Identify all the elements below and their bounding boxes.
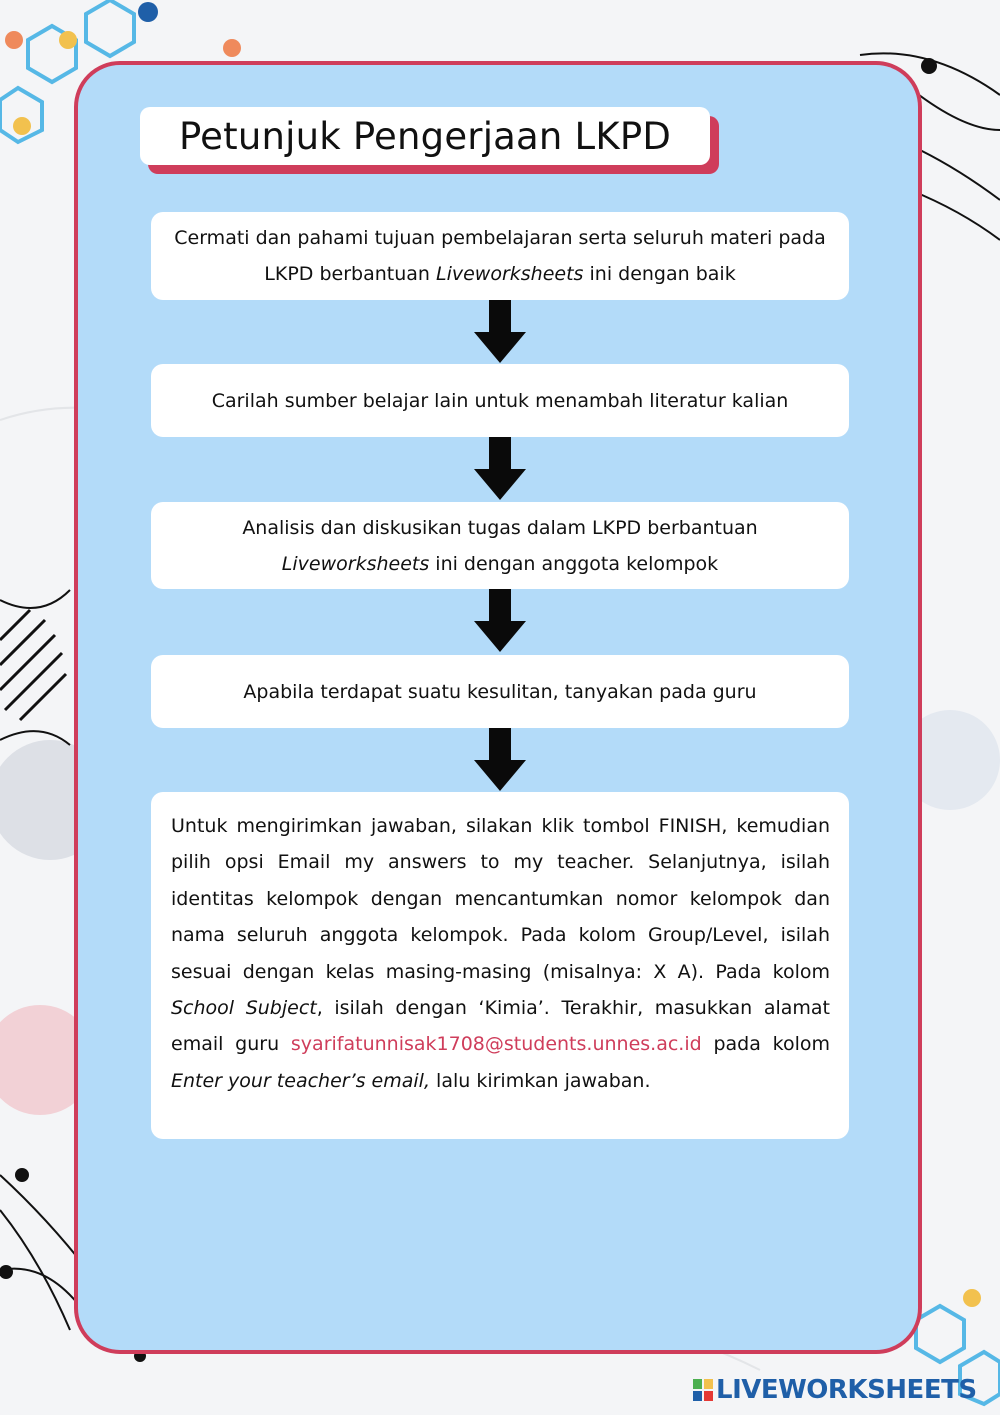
liveworksheets-logo-icon <box>693 1379 713 1401</box>
liveworksheets-watermark <box>693 1372 977 1408</box>
step-1-text: Cermati dan pahami tujuan pembelajaran serta seluruh materi pada LKPD berbantuan Liveworksheets ini dengan baik <box>174 227 826 285</box>
down-arrow-icon <box>474 728 526 791</box>
school-subject-italic: School Subject <box>171 997 317 1020</box>
page-title: Petunjuk Pengerjaan LKPD <box>178 114 672 158</box>
step-1-box <box>151 212 849 300</box>
title-box <box>140 107 710 165</box>
watermark-text: LIVEWORKSHEETS <box>716 1375 977 1405</box>
down-arrow-icon <box>474 300 526 363</box>
step-4-text: Apabila terdapat suatu kesulitan, tanyakan pada guru <box>243 680 757 703</box>
step-2-box <box>151 364 849 437</box>
enter-email-italic: Enter your teacher’s email, <box>171 1069 430 1092</box>
step-1-italic: Liveworksheets <box>436 263 584 285</box>
submission-instructions-text: Untuk mengirimkan jawaban, silakan klik tombol FINISH, kemudian pilih opsi Email my answers to my teacher. Selanjutnya, isilah identitas kelompok dengan mencantumkan nomor kelompok dan nama seluruh anggota kelompok. Pada kolom Group/Level, isilah sesuai dengan kelas masing-masing (misalnya: X A). Pada kolom School Subject, isilah dengan ‘Kimia’. Terakhir, masukkan alamat email guru syarifatunnisak1708@students.unnes.ac.id pada kolom Enter your teacher’s email, lalu kirimkan jawaban. <box>171 815 830 1092</box>
submission-instructions-box <box>151 792 849 1139</box>
teacher-email: syarifatunnisak1708@students.unnes.ac.id <box>290 1033 702 1056</box>
step-3-italic: Liveworksheets <box>281 552 430 575</box>
step-2-text: Carilah sumber belajar lain untuk menambah literatur kalian <box>211 389 789 412</box>
step-3-text: Analisis dan diskusikan tugas dalam LKPD berbantuan Liveworksheets ini dengan anggota kelompok <box>242 516 758 575</box>
step-4-box <box>151 655 849 728</box>
down-arrow-icon <box>474 437 526 500</box>
step-3-box <box>151 502 849 589</box>
down-arrow-icon <box>474 589 526 652</box>
